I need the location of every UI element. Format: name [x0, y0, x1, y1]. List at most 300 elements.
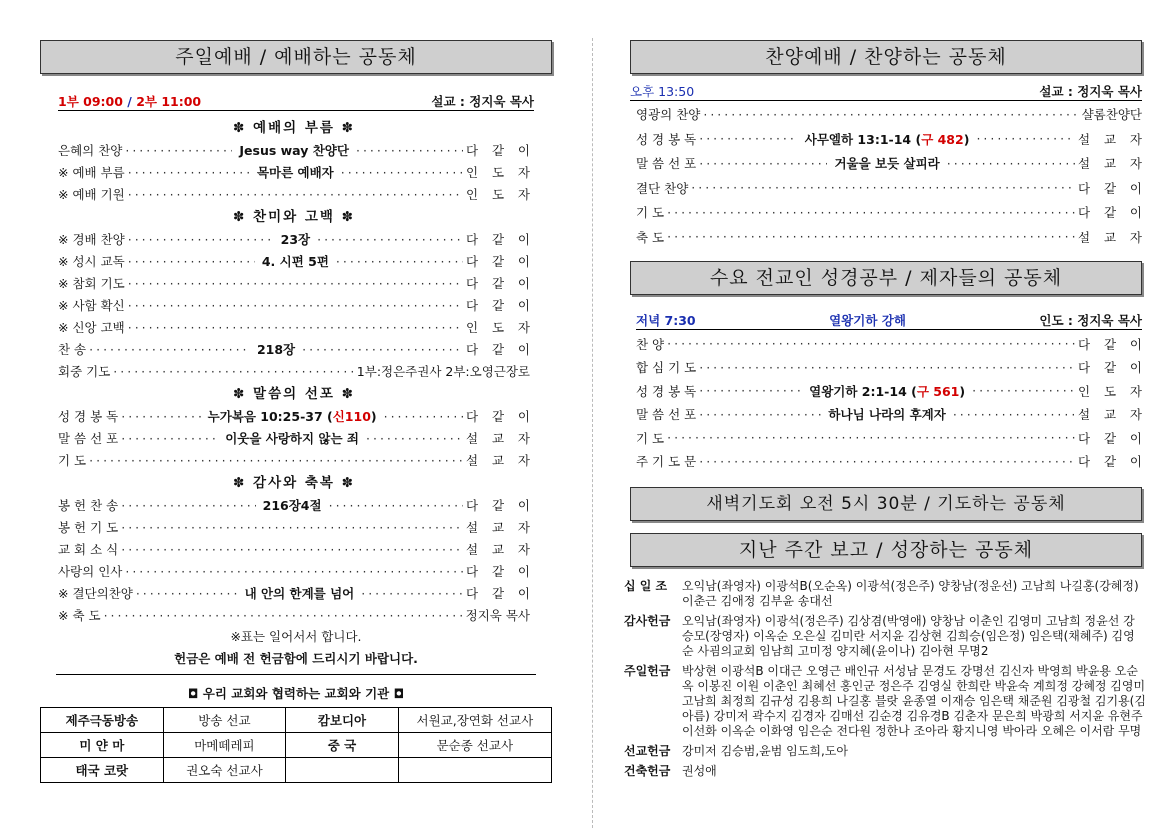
service-time-sep: /	[122, 94, 137, 109]
row-content	[805, 382, 969, 400]
wednesday-leader: 인도 : 정지욱 목사	[1039, 313, 1142, 328]
dotted-leader	[89, 453, 463, 468]
praise-order	[636, 102, 1142, 249]
row-label: ※ 신앙 고백	[58, 320, 125, 335]
row-label: 찬 송	[58, 342, 87, 357]
row-performer	[1078, 452, 1142, 470]
wednesday-order	[636, 332, 1142, 473]
performer-char: 같	[491, 498, 505, 513]
order-row	[636, 356, 1142, 380]
wednesday-study-title: 수요 전교인 성경공부 / 제자들의 공동체	[630, 261, 1142, 295]
row-label: 회중 기도	[58, 364, 111, 379]
performer-char: 이	[517, 498, 530, 513]
order-row	[58, 494, 530, 516]
performer-char: 이	[517, 143, 530, 158]
row-performer	[466, 252, 530, 270]
performer-char: 같	[491, 586, 505, 601]
performer-char: 같	[491, 298, 505, 313]
performer-char: 이	[517, 586, 530, 601]
performer-char: 설	[1078, 407, 1091, 423]
row-label: ※ 결단의찬양	[58, 586, 133, 601]
performer-char: 자	[1129, 407, 1142, 423]
wednesday-header	[636, 309, 1142, 330]
row-content	[258, 252, 333, 270]
performer-char: 도	[491, 187, 505, 202]
order-of-service	[58, 117, 530, 626]
performer-char: 교	[491, 520, 505, 535]
row-performer: 샬롬찬양단	[1081, 107, 1142, 123]
row-performer	[466, 141, 530, 159]
row-performer	[466, 163, 530, 181]
performer-char: 설	[1077, 131, 1091, 147]
row-content-text: 하나님 나라의 후계자	[828, 407, 946, 423]
performer-char: 자	[517, 187, 530, 202]
row-label: 찬 양	[636, 336, 665, 352]
performer-char: 자	[1129, 156, 1142, 172]
dawn-prayer-title: 새벽기도회 오전 5시 30분 / 기도하는 공동체	[630, 487, 1142, 521]
order-row	[636, 450, 1142, 474]
order-row	[636, 379, 1142, 403]
row-performer	[1078, 405, 1142, 423]
coop-title: ◘ 우리 교회와 협력하는 교회와 기관 ◘	[187, 686, 405, 701]
dotted-leader	[136, 586, 238, 601]
dotted-leader	[121, 431, 218, 446]
dotted-leader	[128, 276, 463, 291]
row-label: 주 기 도 문	[636, 454, 697, 470]
performer-char: 설	[1078, 229, 1091, 245]
coop-cell: 서원교,장연화 선교사	[398, 708, 551, 733]
performer-char: 도	[491, 165, 505, 180]
report-category: 감사헌금	[624, 614, 671, 628]
order-row	[58, 139, 530, 161]
dotted-leader	[691, 180, 1075, 195]
row-label: 사랑의 인사	[58, 564, 123, 579]
performer-char: 인	[466, 320, 479, 335]
performer-char: 같	[1103, 360, 1117, 376]
coop-row	[41, 708, 552, 733]
performer-char: 교	[491, 453, 505, 468]
row-performer	[466, 185, 530, 203]
dotted-leader	[976, 131, 1075, 146]
performer-char: 이	[517, 276, 530, 291]
order-row	[636, 403, 1142, 427]
performer-char: 자	[517, 320, 530, 335]
coop-cell: 캄보디아	[286, 708, 398, 733]
performer-char: 같	[491, 143, 505, 158]
row-content-end: )	[370, 409, 377, 424]
dotted-leader	[699, 454, 1075, 469]
dotted-leader	[699, 131, 798, 146]
report-names: 권성애	[682, 764, 717, 778]
section-heading: ✽ 찬미와 고백 ✽	[233, 209, 355, 225]
row-label: 기 도	[58, 453, 87, 468]
row-content-text: 이웃을 사랑하지 않는 죄	[225, 431, 360, 446]
row-content	[830, 154, 943, 172]
dotted-leader	[128, 254, 255, 269]
sunday-worship-title: 주일예배 / 예배하는 공동체	[40, 40, 552, 74]
performer-char: 이	[517, 254, 530, 269]
service-time-2: 2부 11:00	[136, 94, 202, 109]
row-label: ※ 참회 기도	[58, 276, 125, 291]
report-entry	[624, 664, 1146, 739]
dotted-leader	[302, 342, 463, 357]
row-label: 기 도	[636, 430, 665, 446]
row-performer	[1078, 335, 1142, 353]
wednesday-topic: 열왕기하 강해	[829, 313, 906, 328]
dotted-leader	[121, 520, 463, 535]
report-entry	[624, 614, 1146, 659]
dotted-leader	[384, 409, 463, 424]
order-row	[58, 338, 530, 360]
row-performer	[466, 429, 530, 447]
performer-char: 이	[1129, 205, 1142, 221]
coop-cell	[286, 758, 398, 783]
note-offering: 헌금은 예배 전 헌금함에 드리시기 바랍니다.	[174, 651, 418, 666]
performer-char: 설	[1077, 156, 1091, 172]
row-label: ※ 성시 교독	[58, 254, 125, 269]
performer-char: 이	[517, 564, 530, 579]
report-category: 십 일 조	[624, 579, 668, 593]
coop-cell: 마메떼레피	[163, 733, 286, 758]
report-names: 오익남(좌영자) 이광석(정은주) 김상겸(박영애) 양창남 이춘인 김영미 고남희 정윤선 강승모(장영자) 이옥순 오은실 김미란 서지윤 김상현 김희승(임은정) 임은택(채혜주) 김영순 사굄의교회 임남희 고미정 양지혜(윤이나) 김아현 무명2	[682, 614, 1135, 658]
row-label: 봉 헌 기 도	[58, 520, 119, 535]
row-performer	[1078, 382, 1142, 400]
performer-char: 같	[1103, 205, 1117, 221]
order-row	[636, 151, 1142, 176]
order-row	[58, 250, 530, 272]
row-performer	[466, 518, 530, 536]
row-content	[204, 407, 381, 425]
performer-char: 같	[491, 409, 505, 424]
performer-char: 자	[517, 453, 530, 468]
divider	[56, 674, 536, 675]
performer-char: 같	[491, 342, 505, 357]
order-row	[636, 102, 1142, 127]
row-performer	[466, 562, 530, 580]
row-label: 봉 헌 찬 송	[58, 498, 119, 513]
wednesday-time: 저녁 7:30	[636, 313, 696, 328]
row-label: 성 경 봉 독	[636, 383, 697, 399]
coop-table	[40, 707, 552, 783]
row-label: 합 심 기 도	[636, 360, 697, 376]
row-performer	[466, 274, 530, 292]
report-entry	[624, 579, 1146, 609]
coop-row	[41, 733, 552, 758]
performer-char: 교	[491, 542, 505, 557]
dotted-leader	[699, 360, 1075, 375]
row-label: 교 회 소 식	[58, 542, 119, 557]
order-row	[58, 183, 530, 205]
coop-cell: 미 얀 마	[41, 733, 164, 758]
row-label: ※ 축 도	[58, 608, 101, 623]
coop-cell	[398, 758, 551, 783]
row-content	[259, 496, 326, 514]
section-heading: ✽ 예배의 부름 ✽	[233, 120, 355, 136]
row-content-text: 누가복음 10:25-37 (	[207, 409, 333, 424]
service-time-1: 1부 09:00	[58, 94, 123, 109]
row-label: ※ 예배 기원	[58, 187, 125, 202]
performer-char: 교	[1103, 156, 1117, 172]
hymn-number: 구 482	[921, 131, 964, 147]
row-content	[824, 405, 949, 423]
row-content-text: 4. 시편 5편	[261, 254, 329, 269]
row-content-text: 사무엘하 13:1-14 (	[804, 131, 922, 147]
row-performer	[466, 584, 530, 602]
order-row	[58, 316, 530, 338]
dotted-leader	[128, 165, 250, 180]
performer-char: 이	[1129, 336, 1142, 352]
performer-char: 이	[517, 298, 530, 313]
coop-cell: 태국 코랏	[41, 758, 164, 783]
row-label: ※ 사함 확신	[58, 298, 125, 313]
dotted-leader	[121, 498, 255, 513]
dotted-leader	[699, 156, 827, 171]
performer-char: 설	[465, 431, 479, 446]
order-row	[58, 516, 530, 538]
dotted-leader	[128, 298, 463, 313]
dotted-leader	[125, 564, 463, 579]
note-stand: ※표는 일어서서 합니다.	[230, 629, 362, 644]
performer-char: 다	[465, 143, 479, 158]
row-content-end: )	[959, 383, 966, 399]
row-content-text: 열왕기하 2:1-14 (	[809, 383, 917, 399]
performer-char: 같	[1103, 430, 1117, 446]
report-entry	[624, 764, 1146, 779]
performer-char: 자	[517, 165, 530, 180]
row-content	[235, 141, 353, 159]
order-row	[58, 560, 530, 582]
order-row	[58, 161, 530, 183]
row-content-text: 23장	[280, 232, 311, 247]
performer-char: 이	[1129, 454, 1142, 470]
dotted-leader	[667, 430, 1075, 445]
performer-char: 다	[1078, 430, 1091, 446]
dotted-leader	[125, 143, 232, 158]
performer-char: 설	[466, 520, 479, 535]
performer-char: 자	[1129, 229, 1142, 245]
dotted-leader	[121, 542, 463, 557]
dotted-leader	[366, 431, 463, 446]
row-performer	[466, 407, 530, 425]
row-performer	[466, 230, 530, 248]
performer-char: 이	[1129, 360, 1142, 376]
performer-char: 같	[491, 276, 505, 291]
row-content-end: )	[963, 131, 970, 147]
row-label: 기 도	[636, 205, 665, 221]
performer-char: 다	[1078, 454, 1091, 470]
hymn-number: 구 561	[916, 383, 960, 399]
page-divider	[592, 38, 593, 828]
row-label: 축 도	[636, 229, 665, 245]
dotted-leader	[121, 409, 200, 424]
performer-char: 자	[517, 520, 530, 535]
performer-char: 다	[466, 254, 479, 269]
coop-cell: 권오숙 선교사	[163, 758, 286, 783]
performer-char: 교	[491, 431, 505, 446]
dotted-leader	[329, 498, 463, 513]
dotted-leader	[104, 608, 463, 623]
dotted-leader	[667, 336, 1075, 351]
dotted-leader	[703, 107, 1078, 122]
performer-char: 같	[1103, 454, 1117, 470]
row-content	[241, 584, 359, 602]
row-content	[277, 230, 314, 248]
order-row	[58, 228, 530, 250]
order-row	[58, 538, 530, 560]
performer-char: 이	[1129, 180, 1142, 196]
row-label: 말 씀 선 포	[58, 431, 119, 446]
report-category: 건축헌금	[624, 764, 671, 778]
row-performer	[466, 451, 530, 469]
sunday-service-header	[58, 90, 534, 111]
sunday-worship-column	[40, 0, 552, 783]
row-content-text: Jesus way 찬양단	[239, 143, 349, 158]
performer-char: 같	[491, 232, 505, 247]
dotted-leader	[972, 383, 1075, 398]
coop-cell: 제주극동방송	[41, 708, 164, 733]
performer-char: 다	[465, 586, 479, 601]
performer-char: 다	[466, 498, 479, 513]
performer-char: 교	[1103, 131, 1117, 147]
performer-char: 인	[1078, 383, 1091, 399]
row-label: 영광의 찬양	[636, 107, 701, 123]
performer-char: 자	[1129, 383, 1142, 399]
performer-char: 인	[466, 187, 479, 202]
performer-char: 다	[465, 342, 479, 357]
row-content-text: 216장4절	[262, 498, 322, 513]
performer-char: 설	[466, 453, 479, 468]
praise-worship-title: 찬양예배 / 찬양하는 공동체	[630, 40, 1142, 74]
row-label: ※ 경배 찬양	[58, 232, 125, 247]
coop-cell: 중 국	[286, 733, 398, 758]
dotted-leader	[128, 232, 274, 247]
row-performer	[1078, 358, 1142, 376]
performer-char: 자	[517, 431, 530, 446]
row-performer	[1078, 179, 1142, 197]
order-row	[636, 225, 1142, 250]
performer-char: 자	[517, 542, 530, 557]
performer-char: 다	[466, 298, 479, 313]
row-content-text: 거울을 보듯 살피라	[834, 156, 940, 172]
order-row	[636, 426, 1142, 450]
order-row	[58, 449, 530, 471]
row-performer: 1부:정은주권사 2부:오영근장로	[356, 364, 530, 379]
order-row	[58, 405, 530, 427]
performer-char: 설	[466, 542, 479, 557]
performer-char: 다	[466, 232, 479, 247]
dotted-leader	[128, 187, 463, 202]
row-performer	[1078, 228, 1142, 246]
praise-header	[630, 80, 1142, 101]
order-row	[636, 332, 1142, 356]
dotted-leader	[699, 407, 821, 422]
row-label: 성 경 봉 독	[636, 131, 697, 147]
performer-char: 다	[1078, 336, 1091, 352]
praise-preacher: 설교 : 정지욱 목사	[1039, 84, 1142, 99]
performer-char: 이	[517, 409, 530, 424]
dotted-leader	[953, 407, 1075, 422]
row-content	[221, 429, 363, 447]
performer-char: 교	[1103, 229, 1117, 245]
row-label: 은혜의 찬양	[58, 143, 123, 158]
performer-char: 교	[1103, 407, 1117, 423]
dotted-leader	[356, 143, 463, 158]
dotted-leader	[128, 320, 463, 335]
performer-char: 같	[491, 254, 505, 269]
row-performer	[1078, 154, 1142, 172]
row-content-text: 218장	[256, 342, 296, 357]
hymn-number: 신110	[332, 409, 371, 424]
row-label: 말 씀 선 포	[636, 407, 697, 423]
row-label: 결단 찬양	[636, 180, 689, 196]
section-heading: ✽ 감사와 축복 ✽	[233, 475, 355, 491]
weekly-report	[624, 579, 1146, 779]
performer-char: 같	[1103, 180, 1117, 196]
praise-time: 오후 13:50	[630, 84, 695, 99]
row-performer	[466, 540, 530, 558]
row-label: 성 경 봉 독	[58, 409, 119, 424]
row-performer	[466, 296, 530, 314]
report-category: 주일헌금	[624, 664, 671, 678]
dotted-leader	[699, 383, 802, 398]
performer-char: 다	[466, 276, 479, 291]
report-entry	[624, 744, 1146, 759]
order-row	[636, 127, 1142, 152]
row-performer	[1078, 429, 1142, 447]
row-content	[253, 340, 299, 358]
order-row	[58, 427, 530, 449]
row-performer	[466, 496, 530, 514]
coop-cell: 방송 선교	[163, 708, 286, 733]
performer-char: 다	[466, 409, 479, 424]
performer-char: 도	[1103, 383, 1117, 399]
dotted-leader	[317, 232, 463, 247]
performer-char: 이	[517, 232, 530, 247]
coop-row	[41, 758, 552, 783]
dotted-leader	[113, 364, 354, 379]
right-column	[624, 0, 1146, 784]
order-row	[636, 176, 1142, 201]
row-performer	[466, 318, 530, 336]
performer-char: 인	[465, 165, 479, 180]
row-performer: 정지욱 목사	[465, 608, 530, 623]
performer-char: 다	[466, 564, 479, 579]
weekly-report-title: 지난 주간 보고 / 성장하는 공동체	[630, 533, 1142, 567]
order-row	[58, 294, 530, 316]
row-performer	[1078, 130, 1142, 148]
sunday-preacher: 설교 : 정지욱 목사	[431, 94, 534, 109]
row-performer	[466, 340, 530, 358]
performer-char: 이	[517, 342, 530, 357]
section-heading: ✽ 말씀의 선포 ✽	[233, 386, 355, 402]
report-category: 선교헌금	[624, 744, 671, 758]
report-names: 강미저 김승범,윤범 임도희,도아	[682, 744, 848, 758]
dotted-leader	[341, 165, 463, 180]
order-row	[58, 272, 530, 294]
row-content	[801, 130, 974, 148]
performer-char: 다	[1078, 205, 1091, 221]
row-performer	[1078, 203, 1142, 221]
order-row	[58, 604, 530, 626]
report-names: 오익남(좌영자) 이광석B(오순옥) 이광석(정은주) 양창남(정운선) 고남희 나길홍(강혜정) 이춘근 김애정 김부윤 송대선	[682, 579, 1139, 608]
order-row	[58, 360, 530, 382]
performer-char: 도	[491, 320, 505, 335]
dotted-leader	[89, 342, 250, 357]
performer-char: 다	[1078, 180, 1091, 196]
order-row	[58, 582, 530, 604]
dotted-leader	[336, 254, 463, 269]
service-times	[58, 92, 201, 110]
